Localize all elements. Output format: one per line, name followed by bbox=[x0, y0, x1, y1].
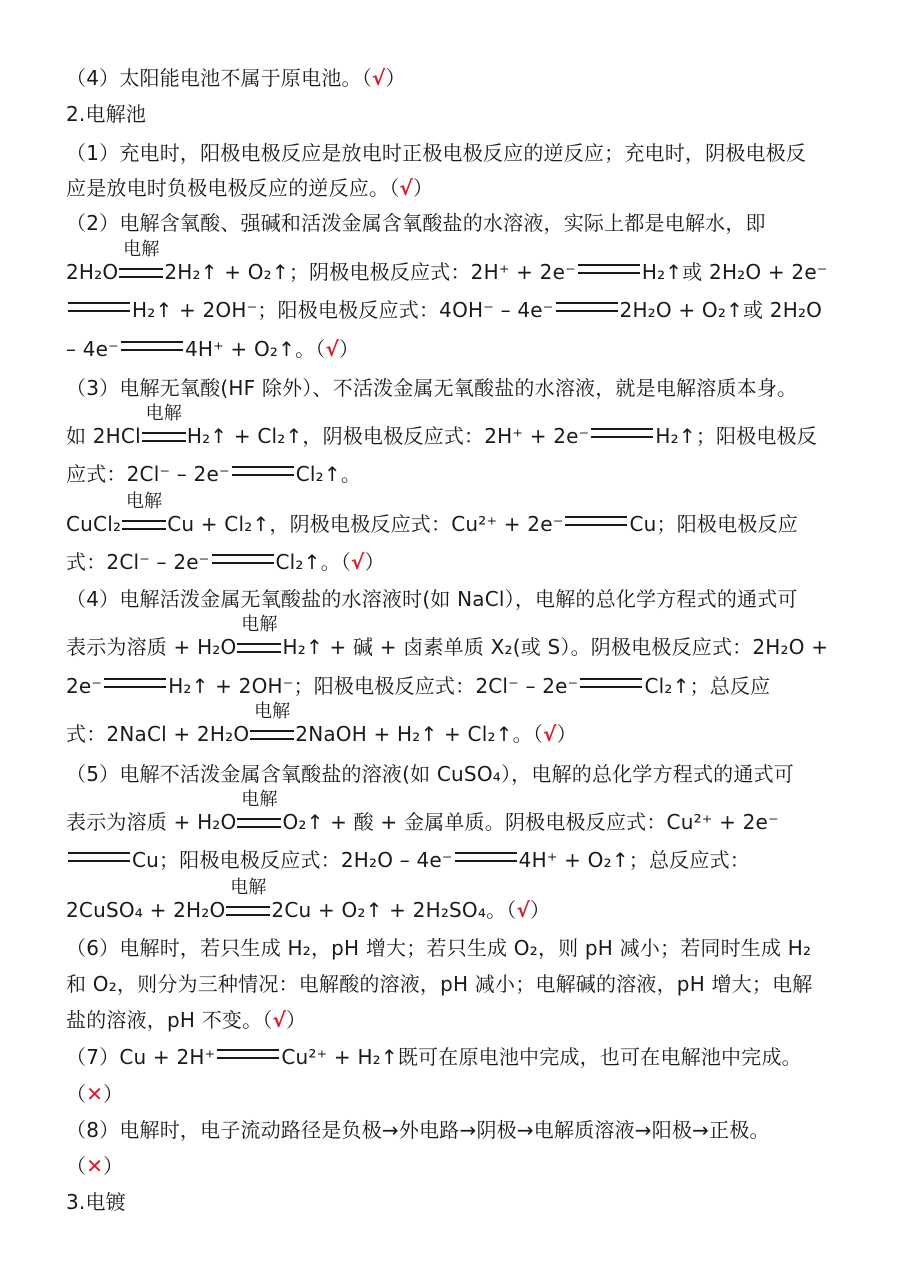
text-segment: 3.电镀 bbox=[66, 1190, 126, 1214]
text-segment: 4H⁺ + O₂↑。（ bbox=[184, 337, 326, 361]
electrolysis-condition bbox=[237, 789, 281, 833]
text-segment: （ bbox=[66, 1082, 87, 1106]
text-line bbox=[66, 789, 779, 836]
text-line bbox=[66, 64, 406, 92]
text-segment: （1）充电时，阳极电极反应是放电时正极电极反应的逆反应；充电时，阴极电极反 bbox=[66, 141, 807, 165]
reaction-equals-sign bbox=[556, 302, 618, 312]
text-segment: 表示为溶质 + H₂O bbox=[66, 635, 237, 659]
check-mark: √ bbox=[325, 337, 340, 361]
text-line bbox=[66, 934, 811, 962]
text-line bbox=[66, 491, 798, 538]
text-segment: （7）Cu + 2H⁺ bbox=[66, 1045, 216, 1069]
reaction-equals-sign bbox=[121, 341, 183, 351]
text-segment: 2H₂↑ + O₂↑；阴极电极反应式：2H⁺ + 2e⁻ bbox=[164, 260, 576, 284]
condition-label: 电解 bbox=[145, 403, 183, 424]
text-segment: H₂↑或 2H₂O + 2e⁻ bbox=[641, 260, 828, 284]
text-segment: ） bbox=[339, 337, 360, 361]
text-segment: 和 O₂，则分为三种情况：电解酸的溶液，pH 减小；电解碱的溶液，pH 增大；电解 bbox=[66, 972, 813, 996]
reaction-equals-sign bbox=[217, 1049, 279, 1059]
reaction-equals-sign bbox=[104, 678, 166, 688]
text-segment: （4）电解活泼金属无氧酸盐的水溶液时(如 NaCl），电解的总化学方程式的通式可 bbox=[66, 587, 798, 611]
check-mark: √ bbox=[371, 66, 386, 90]
text-segment: 表示为溶质 + H₂O bbox=[66, 810, 237, 834]
text-line bbox=[66, 877, 551, 924]
text-line bbox=[66, 139, 806, 167]
reaction-equals-sign bbox=[565, 516, 627, 526]
text-line bbox=[66, 460, 361, 488]
text-segment: ） bbox=[364, 550, 385, 574]
reaction-equals-sign bbox=[212, 554, 274, 564]
text-line bbox=[66, 760, 794, 788]
reaction-equals-sign bbox=[578, 264, 640, 274]
text-line bbox=[66, 1080, 123, 1108]
text-segment: （5）电解不活泼金属含氧酸盐的溶液(如 CuSO₄），电解的总化学方程式的通式可 bbox=[66, 762, 794, 786]
text-segment: Cu；阳极电极反应 bbox=[629, 512, 798, 536]
text-line bbox=[66, 548, 385, 576]
text-line bbox=[66, 1188, 126, 1216]
text-segment: 2.电解池 bbox=[66, 102, 147, 126]
electrolysis-condition bbox=[226, 877, 270, 921]
text-segment: 式：2NaCl + 2H₂O bbox=[66, 722, 250, 746]
text-line bbox=[66, 374, 797, 402]
text-segment: ） bbox=[556, 722, 577, 746]
condition-label: 电解 bbox=[254, 701, 291, 722]
text-segment: Cu；阳极电极反应式：2H₂O – 4e⁻ bbox=[132, 848, 453, 872]
text-line bbox=[66, 672, 770, 700]
text-line bbox=[66, 701, 577, 748]
condition-label: 电解 bbox=[241, 789, 278, 810]
condition-label: 电解 bbox=[241, 614, 278, 635]
text-segment: – 4e⁻ bbox=[66, 337, 119, 361]
text-segment: ） bbox=[412, 176, 434, 200]
text-line bbox=[66, 585, 798, 613]
text-line bbox=[66, 209, 766, 237]
text-segment: 应是放电时负极电极反应的逆反应。（ bbox=[66, 176, 400, 200]
electrolysis-condition bbox=[250, 701, 294, 745]
text-segment: CuCl₂ bbox=[66, 512, 122, 536]
text-segment: 盐的溶液，pH 不变。（ bbox=[66, 1008, 273, 1032]
text-segment: 4H⁺ + O₂↑；总反应式： bbox=[518, 848, 750, 872]
check-mark: √ bbox=[516, 898, 531, 922]
text-segment: 2e⁻ bbox=[66, 674, 103, 698]
check-mark: √ bbox=[543, 722, 557, 746]
text-segment: 2H₂O bbox=[66, 260, 119, 284]
reaction-equals-sign bbox=[580, 678, 642, 688]
condition-label: 电解 bbox=[123, 239, 160, 260]
text-segment: （4）太阳能电池不属于原电池。（ bbox=[66, 66, 372, 90]
text-segment: 式：2Cl⁻ – 2e⁻ bbox=[66, 550, 210, 574]
text-segment: （8）电解时，电子流动路径是负极→外电路→阴极→电解质溶液→阳极→正极。 bbox=[66, 1118, 770, 1142]
text-segment: ） bbox=[103, 1154, 124, 1178]
text-segment: H₂↑ + 2OH⁻；阳极电极反应式：4OH⁻ – 4e⁻ bbox=[132, 298, 554, 322]
text-line bbox=[66, 403, 818, 450]
condition-label: 电解 bbox=[230, 877, 267, 898]
text-segment: Cl₂↑。（ bbox=[275, 550, 352, 574]
electrolysis-condition bbox=[237, 614, 281, 658]
text-segment: Cu + Cl₂↑，阴极电极反应式：Cu²⁺ + 2e⁻ bbox=[167, 512, 564, 536]
text-segment: H₂↑ + Cl₂↑，阴极电极反应式：2H⁺ + 2e⁻ bbox=[186, 424, 590, 448]
text-line bbox=[66, 1006, 306, 1034]
text-segment: H₂↑ + 碱 + 卤素单质 X₂(或 S）。阴极电极反应式：2H₂O + bbox=[282, 635, 829, 659]
text-line bbox=[66, 335, 359, 363]
text-segment: ） bbox=[385, 66, 406, 90]
electrolysis-condition bbox=[119, 239, 163, 283]
reaction-equals-sign bbox=[455, 852, 517, 862]
text-segment: ） bbox=[530, 898, 551, 922]
electrolysis-condition bbox=[122, 491, 166, 535]
text-segment: H₂↑ + 2OH⁻；阳极电极反应式：2Cl⁻ – 2e⁻ bbox=[168, 674, 579, 698]
text-line bbox=[66, 174, 433, 202]
text-line bbox=[66, 846, 750, 874]
text-segment: Cu²⁺ + H₂↑既可在原电池中完成，也可在电解池中完成。 bbox=[281, 1045, 802, 1069]
reaction-equals-sign bbox=[68, 852, 130, 862]
text-segment: 2NaOH + H₂↑ + Cl₂↑。（ bbox=[295, 722, 544, 746]
reaction-equals-sign bbox=[232, 466, 294, 476]
cross-mark: ✕ bbox=[86, 1082, 104, 1106]
text-segment: （6）电解时，若只生成 H₂，pH 增大；若只生成 O₂，则 pH 减小；若同时生成 H₂ bbox=[66, 936, 812, 960]
text-line bbox=[66, 239, 828, 286]
text-segment: ） bbox=[286, 1008, 307, 1032]
text-segment: ） bbox=[103, 1082, 124, 1106]
text-segment: O₂↑ + 酸 + 金属单质。阴极电极反应式：Cu²⁺ + 2e⁻ bbox=[282, 810, 779, 834]
text-line bbox=[66, 1043, 802, 1071]
text-segment: 2Cu + O₂↑ + 2H₂SO₄。（ bbox=[271, 898, 517, 922]
text-line bbox=[66, 100, 146, 128]
condition-label: 电解 bbox=[125, 491, 163, 512]
text-segment: H₂↑；阳极电极反 bbox=[655, 424, 818, 448]
text-segment: Cl₂↑。 bbox=[295, 462, 362, 486]
text-segment: （ bbox=[66, 1154, 87, 1178]
text-line bbox=[66, 296, 822, 324]
reaction-equals-sign bbox=[68, 302, 130, 312]
text-segment: 如 2HCl bbox=[66, 424, 141, 448]
check-mark: √ bbox=[399, 176, 413, 200]
reaction-equals-sign bbox=[591, 428, 653, 438]
check-mark: √ bbox=[272, 1008, 287, 1032]
text-segment: 应式：2Cl⁻ – 2e⁻ bbox=[66, 462, 230, 486]
text-line bbox=[66, 970, 813, 998]
text-segment: （2）电解含氧酸、强碱和活泼金属含氧酸盐的水溶液，实际上都是电解水，即 bbox=[66, 211, 766, 235]
text-line bbox=[66, 614, 829, 661]
text-line bbox=[66, 1152, 123, 1180]
text-segment: 2H₂O + O₂↑或 2H₂O bbox=[619, 298, 823, 322]
check-mark: √ bbox=[351, 550, 365, 574]
text-segment: （3）电解无氧酸(HF 除外）、不活泼金属无氧酸盐的水溶液，就是电解溶质本身。 bbox=[66, 376, 798, 400]
cross-mark: ✕ bbox=[86, 1154, 104, 1178]
text-segment: Cl₂↑；总反应 bbox=[644, 674, 771, 698]
text-line bbox=[66, 1116, 770, 1144]
electrolysis-condition bbox=[142, 403, 186, 447]
text-segment: 2CuSO₄ + 2H₂O bbox=[66, 898, 226, 922]
